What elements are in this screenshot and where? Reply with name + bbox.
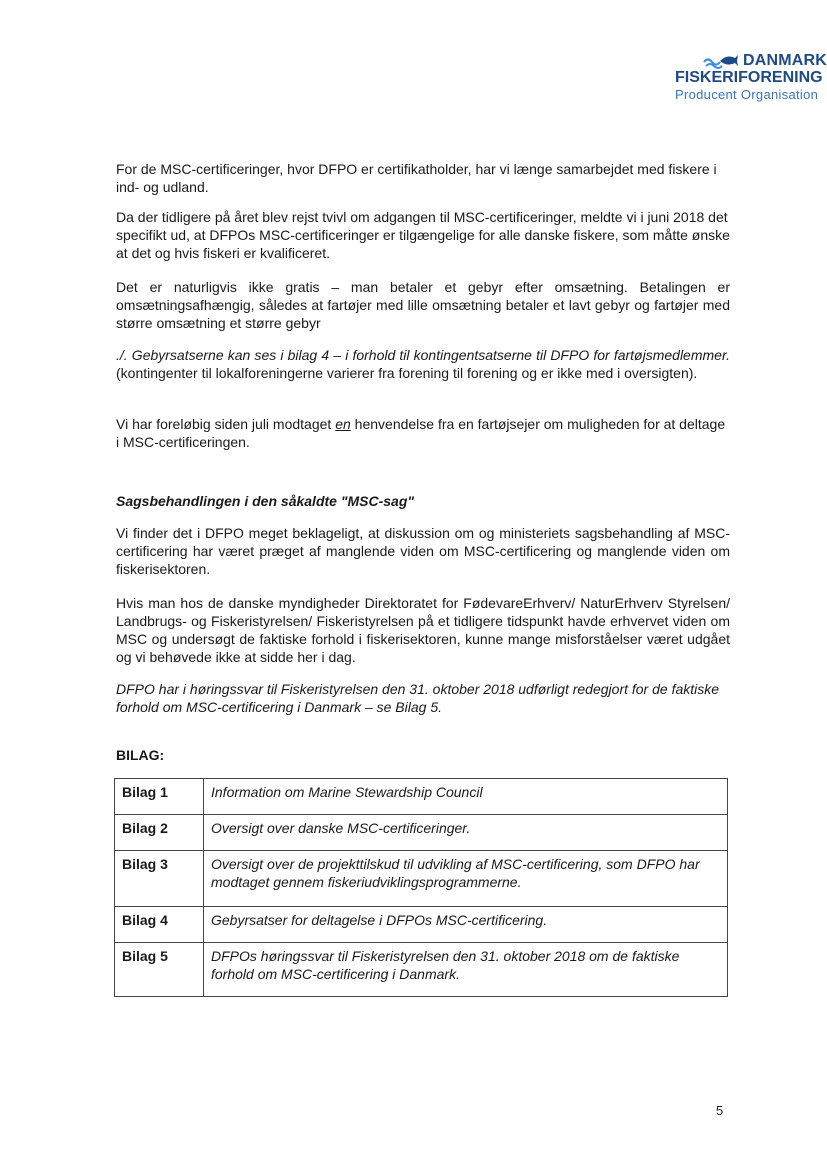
logo-line-2: FISKERIFORENING bbox=[675, 69, 823, 86]
bilag-label: Bilag 4 bbox=[115, 907, 204, 943]
paragraph-3: Det er naturligvis ikke gratis – man betaler et gebyr efter omsætning. Betalingen er omsætningsafhængig, således at fartøjer med lille omsætning betaler et lavt gebyr og fartøjer med større omsætning et større gebyr bbox=[116, 279, 730, 331]
paragraph-4-rest: (kontingenter til lokalforeningerne varierer fra forening til forening og er ikke med i oversigten). bbox=[116, 365, 698, 381]
table-row bbox=[115, 943, 728, 997]
table-row bbox=[115, 851, 728, 907]
section-paragraph-3: DFPO har i høringssvar til Fiskeristyrelsen den 31. oktober 2018 udførligt redegjort for de faktiske forhold om MSC-certificering i Danmark – se Bilag 5. bbox=[116, 681, 720, 715]
bilag-label: Bilag 3 bbox=[115, 851, 204, 907]
bilag-description: Information om Marine Stewardship Council bbox=[204, 779, 728, 815]
bilag-label: Bilag 5 bbox=[115, 943, 204, 997]
bilag-title: BILAG: bbox=[116, 747, 165, 763]
bilag-label: Bilag 1 bbox=[115, 779, 204, 815]
page-number: 5 bbox=[716, 1103, 724, 1118]
bilag-description: Oversigt over danske MSC-certificeringer. bbox=[204, 815, 728, 851]
bilag-description: Gebyrsatser for deltagelse i DFPOs MSC-certificering. bbox=[204, 907, 728, 943]
section-paragraph-1: Vi finder det i DFPO meget beklageligt, at diskussion om og ministeriets sagsbehandling af MSC-certificering har været præget af manglende viden om MSC-certificering og manglende viden om fiskerisektoren. bbox=[116, 525, 730, 577]
paragraph-5-emphasis: en bbox=[335, 416, 351, 432]
paragraph-5 bbox=[116, 415, 730, 451]
company-logo bbox=[667, 50, 827, 110]
logo-line-1: DANMARK bbox=[742, 52, 827, 69]
fish-wave-icon bbox=[703, 53, 739, 69]
table-row bbox=[115, 779, 728, 815]
bilag-label: Bilag 2 bbox=[115, 815, 204, 851]
table-row bbox=[115, 815, 728, 851]
bilag-description: Oversigt over de projekttilskud til udvikling af MSC-certificering, som DFPO har modtaget gennem fiskeriudviklingsprogrammerne. bbox=[204, 851, 728, 907]
logo-top-row bbox=[667, 50, 827, 69]
logo-line-3: Producent Organisation bbox=[675, 87, 819, 102]
bilag-table bbox=[114, 778, 728, 997]
paragraph-5-after: henvendelse fra en fartøjsejer om muligheden for at deltage i MSC-certificeringen. bbox=[116, 416, 726, 450]
paragraph-1: For de MSC-certificeringer, hvor DFPO er certifikatholder, har vi længe samarbejdet med fiskere i ind- og udland. bbox=[116, 161, 717, 195]
paragraph-5-before: Vi har foreløbig siden juli modtaget bbox=[116, 416, 336, 432]
section-heading: Sagsbehandlingen i den såkaldte "MSC-sag" bbox=[116, 493, 415, 509]
paragraph-4-italic: ./. Gebyrsatserne kan ses i bilag 4 – i forhold til kontingentsatserne til DFPO for fartøjsmedlemmer. bbox=[116, 347, 730, 363]
section-paragraph-2: Hvis man hos de danske myndigheder Direktoratet for FødevareErhverv/ NaturErhverv Styrelsen/ Landbrugs- og Fiskeristyrelsen/ Fiskeristyrelsen på et tidligere tidspunkt havde erhvervet viden om MSC og undersøgt de faktiske forhold i fiskerisektoren, kunne mange misforståelser været udgået og vi behøvede ikke at sidde her i dag. bbox=[116, 595, 730, 665]
bilag-description: DFPOs høringssvar til Fiskeristyrelsen den 31. oktober 2018 om de faktiske forhold om MSC-certificering i Danmark. bbox=[204, 943, 728, 997]
paragraph-4 bbox=[116, 346, 730, 382]
paragraph-2: Da der tidligere på året blev rejst tvivl om adgangen til MSC-certificeringer, meldte vi i juni 2018 det specifikt ud, at DFPOs MSC-certificeringer er tilgængelige for alle danske fiskere, som måtte ønske at det og hvis fiskeri er kvalificeret. bbox=[116, 209, 730, 261]
table-row bbox=[115, 907, 728, 943]
